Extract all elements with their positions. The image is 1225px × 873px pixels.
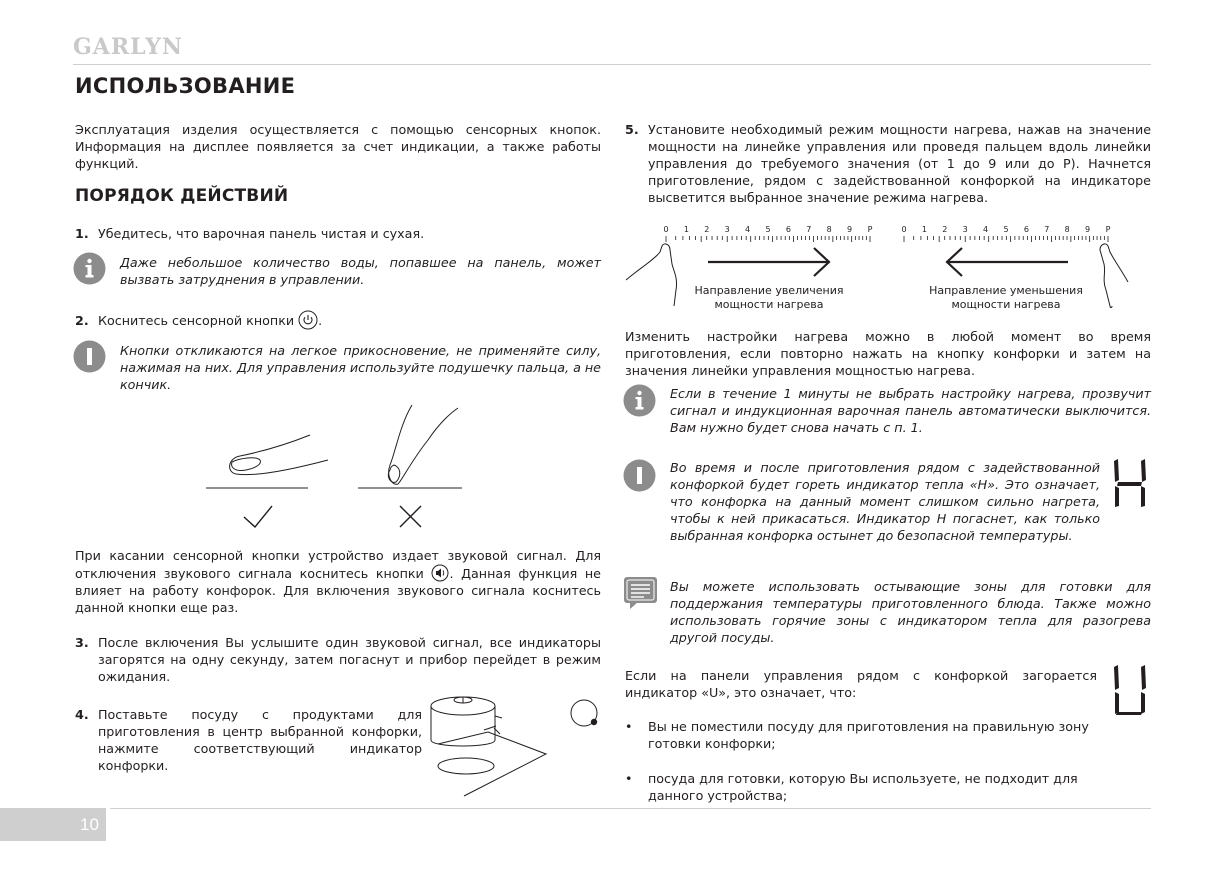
heat-indicator-h-icon (1110, 458, 1150, 508)
scale-label: 7 (1044, 225, 1050, 234)
footer-divider (110, 808, 1151, 809)
pot-on-hob-illustration (428, 692, 608, 802)
page-title: ИСПОЛЬЗОВАНИЕ (75, 74, 296, 98)
scale-label: 6 (1023, 225, 1029, 234)
section-title: ПОРЯДОК ДЕЙСТВИЙ (75, 186, 289, 206)
scale-label: 1 (921, 225, 927, 234)
warning-icon (73, 340, 106, 373)
arrow-right-icon (708, 248, 829, 276)
caption-decrease: Направление уменьшения мощности нагрева (929, 284, 1083, 311)
step-2-text: Коснитесь сенсорной кнопки (98, 313, 295, 328)
scale-label: 8 (1064, 225, 1070, 234)
cross-mark-icon (400, 506, 421, 527)
slider-scale-right (901, 225, 1110, 242)
list-item (625, 770, 1097, 804)
scale-label: 0 (901, 225, 907, 234)
note-auto-off: Если в течение 1 минуты не выбрать настройку нагрева, прозвучит сигнал и индукционная варочная панель автоматически выключится. Вам нужно будет снова начать с п. 1. (670, 386, 1151, 435)
note-cooling-zones: Вы можете использовать остывающие зоны для готовки для поддержания температуры приготовленного блюда. Также можно использовать горячие зоны с индикатором тепла для разогрева другой посуды. (670, 579, 1151, 645)
u-indicator-paragraph: Если на панели управления рядом с конфоркой загорается индикатор «U», это означает, что: (625, 668, 1097, 700)
step-3 (75, 634, 601, 685)
header-divider (73, 64, 1151, 65)
beep-paragraph-end: . Данная функция не влияет на работу конфорок. Для включения звукового сигнала коснитесь данной кнопки еще раз. (75, 566, 601, 615)
step-3-number: 3. (75, 635, 89, 650)
power-button-icon (298, 310, 318, 330)
list-item (625, 718, 1097, 752)
step-2 (75, 310, 601, 330)
note-heat-indicator: Во время и после приготовления рядом с задействованной конфоркой будет гореть индикатор тепла «H». Это означает, что конфорка на данный момент слишком сильно нагрета, чтобы к ней прикасаться. Индикатор H погаснет, как только выбранная конфорка остынет до безопасной температуры. (670, 460, 1100, 543)
scale-label: 5 (765, 225, 771, 234)
tip-note-icon (622, 575, 659, 611)
scale-label: 4 (983, 225, 989, 234)
scale-label: 3 (724, 225, 730, 234)
arrow-left-icon (947, 248, 1068, 276)
list-item-text: Вы не поместили посуду для приготовления на правильную зону готовки конфорки; (648, 719, 1089, 751)
scale-label: P (867, 225, 873, 234)
scale-label: 2 (704, 225, 710, 234)
sound-button-icon (431, 564, 449, 582)
step-1 (75, 225, 601, 242)
scale-label: 7 (806, 225, 812, 234)
finger-touch-illustration (200, 400, 470, 535)
note-light-touch: Кнопки откликаются на легкое прикосновение, не применяйте силу, нажимая на них. Для управления используйте подушечку пальца, а не кончик. (120, 343, 601, 392)
step-5 (625, 121, 1151, 206)
step-2-number: 2. (75, 313, 89, 328)
step-4-text: Поставьте посуду с продуктами для приготовления в центр выбранной конфорки, нажмите соответствующий индикатор конфорки. (98, 707, 422, 773)
list-item-text: посуда для готовки, которую Вы используете, не подходит для данного устройства; (648, 771, 1078, 803)
page-number: 10 (0, 808, 106, 841)
slider-scale-left (663, 225, 872, 242)
info-icon (73, 252, 106, 285)
scale-label: 4 (745, 225, 751, 234)
step-2-text-end: . (318, 313, 323, 328)
warning-icon (623, 459, 656, 492)
scale-label: P (1105, 225, 1111, 234)
scale-label: 6 (785, 225, 791, 234)
beep-paragraph (75, 547, 601, 616)
scale-label: 1 (683, 225, 689, 234)
step-4 (75, 706, 422, 774)
scale-label: 5 (1003, 225, 1009, 234)
scale-label: 9 (847, 225, 853, 234)
step-5-text: Установите необходимый режим мощности нагрева, нажав на значение мощности на линейке управления или проведя пальцем вдоль линейки управления до требуемого значения (от 1 до 9 или до P). Начнется приготовление, рядом с задействованной конфоркой на индикаторе высветится выбранное значение режима нагрева. (648, 122, 1151, 205)
step-1-text: Убедитесь, что варочная панель чистая и сухая. (98, 226, 425, 241)
caption-increase: Направление увеличения мощности нагрева (694, 284, 844, 311)
step-5-number: 5. (625, 122, 639, 137)
pan-indicator-u-icon (1110, 664, 1150, 716)
bullet-mark: • (625, 771, 633, 786)
scale-label: 0 (663, 225, 669, 234)
check-mark-icon (244, 506, 272, 527)
step-4-number: 4. (75, 707, 89, 722)
bullet-mark: • (625, 719, 633, 734)
change-settings-paragraph: Изменить настройки нагрева можно в любой момент во время приготовления, если повторно нажать на кнопку конфорки и затем на значения линейки управления мощностью нагрева. (625, 329, 1151, 378)
step-3-text: После включения Вы услышите один звуковой сигнал, все индикаторы загорятся на одну секунду, затем погаснут и прибор перейдет в режим ожидания. (98, 635, 601, 684)
info-icon (623, 384, 656, 417)
scale-label: 3 (962, 225, 968, 234)
brand-logo: GARLYN (73, 34, 184, 60)
step-1-number: 1. (75, 226, 89, 241)
scale-label: 9 (1085, 225, 1091, 234)
scale-label: 8 (826, 225, 832, 234)
note-water: Даже небольшое количество воды, попавшее на панель, может вызвать затруднения в управлении. (120, 255, 601, 287)
scale-label: 2 (942, 225, 948, 234)
intro-paragraph: Эксплуатация изделия осуществляется с помощью сенсорных кнопок. Информация на дисплее появляется за счет индикации, а также работы функций. (75, 122, 601, 171)
beep-paragraph-start: При касании сенсорной кнопки устройство издает звуковой сигнал. Для отключения звукового сигнала коснитесь кнопки (75, 548, 601, 581)
